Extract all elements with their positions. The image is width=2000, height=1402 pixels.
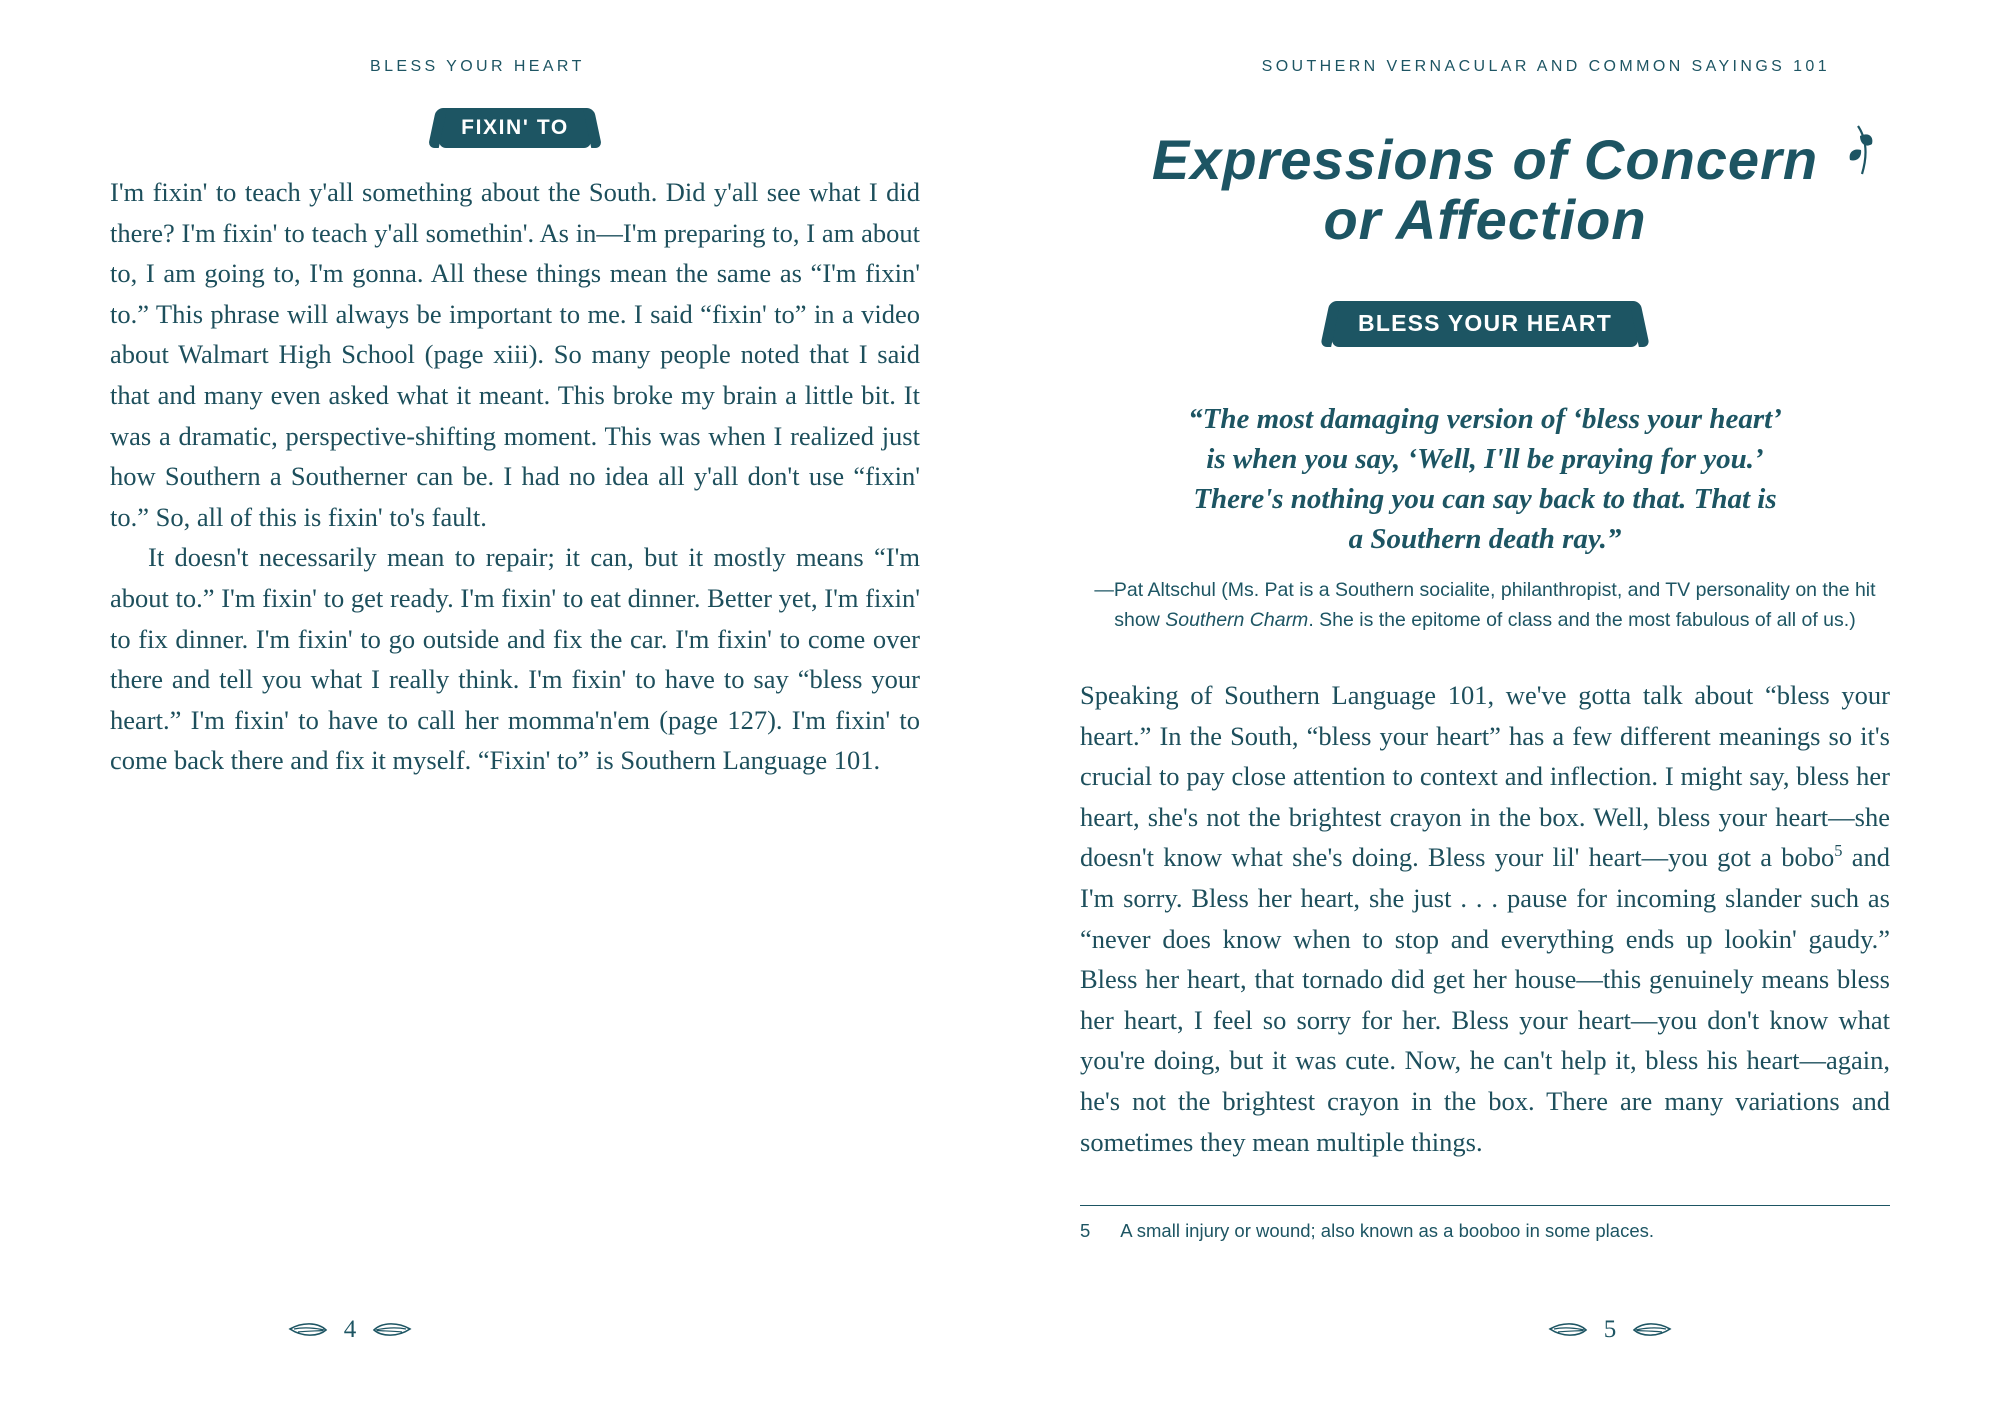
right-page <box>1000 0 2000 1402</box>
leaf-ornament-icon <box>288 1320 328 1340</box>
footnote-reference: 5 <box>1834 841 1843 861</box>
chapter-title-line-1: Expressions of Concern <box>1151 128 1819 191</box>
chapter-title-line-2: or Affection <box>1323 188 1647 251</box>
attribution-show-title: Southern Charm <box>1165 609 1309 631</box>
paragraph-part-2: and I'm sorry. Bless her heart, she just . . . pause for incoming slander such as “never does know when to stop and everything ends up lookin' gaudy.” Bless her heart, that tornado did get her house—this genuinely means bless her heart, I feel so sorry for her. Bless your heart—you don't know what you're doing, but it was cute. Now, he can't help it, bless his heart—again, he's not the brightest crayon in the box. There are many variations and sometimes they mean multiple things. <box>1080 842 1891 1157</box>
left-text-column <box>110 172 920 781</box>
pull-quote-line: a Southern death ray.” <box>1348 523 1622 555</box>
right-text-column <box>1080 675 1890 1162</box>
section-label-fixin-to: FIXIN' TO <box>439 108 591 148</box>
footnote-number: 5 <box>1080 1220 1091 1241</box>
footnote-text: A small injury or wound; also known as a booboo in some places. <box>1120 1220 1655 1241</box>
paragraph: I'm fixin' to teach y'all something about the South. Did y'all see what I did there? I'm fixin' to teach y'all somethin'. As in—I'm preparing to, I am about to, I am going to, I'm gonna. All these things mean the same as “I'm fixin' to.” This phrase will always be important to me. I said “fixin' to” in a video about Walmart High School (page xiii). So many people noted that I said that and many even asked what it meant. This broke my brain a little bit. It was a dramatic, perspective-shifting moment. This was when I realized just how Southern a Southerner can be. I had no idea all y'all don't use “fixin' to.” So, all of this is fixin' to's fault. <box>110 177 920 532</box>
leaf-ornament-icon <box>372 1320 412 1340</box>
folio-right <box>1000 1316 2000 1344</box>
leaf-ornament-icon <box>1632 1320 1672 1340</box>
chapter-title <box>1080 130 1890 250</box>
paragraph: It doesn't necessarily mean to repair; it can, but it mostly means “I'm about to.” I'm fixin' to get ready. I'm fixin' to eat dinner. Better yet, I'm fixin' to fix dinner. I'm fixin' to go outside and fix the car. I'm fixin' to come over there and tell you what I really think. I'm fixin' to have to say “bless your heart.” I'm fixin' to have to call her momma'n'em (page 127). I'm fixin' to come back there and fix it myself. “Fixin' to” is Southern Language 101. <box>110 542 920 776</box>
paragraph-part-1: Speaking of Southern Language 101, we've gotta talk about “bless your heart.” In the South, “bless your heart” has a few different meanings so it's crucial to pay close attention to context and inflection. I might say, bless her heart, she's not the brightest crayon in the box. Well, bless your heart—she doesn't know what she's doing. Bless your lil' heart—you got a bobo <box>1080 680 1890 873</box>
section-label-bless-your-heart-wrap <box>1080 290 1890 359</box>
leaf-sprig-icon <box>1838 124 1878 178</box>
section-label-bless-your-heart: BLESS YOUR HEART <box>1332 301 1638 347</box>
page-number: 5 <box>1603 1316 1617 1343</box>
pull-quote-line: “The most damaging version of ‘bless your heart’ <box>1188 403 1782 435</box>
leaf-ornament-icon <box>1548 1320 1588 1340</box>
pull-quote-line: is when you say, ‘Well, I'll be praying for you.’ <box>1206 443 1764 475</box>
pull-quote <box>1080 399 1890 559</box>
footnote-divider <box>1080 1205 1890 1206</box>
running-head-right: SOUTHERN VERNACULAR AND COMMON SAYINGS 101 <box>1261 58 1830 75</box>
attribution-text-pre: —Pat Altschul (Ms. Pat is a Southern socialite, philanthropist, and TV personality on the hit show <box>1094 579 1876 631</box>
footnote-area <box>1080 1205 1890 1242</box>
page-number: 4 <box>343 1316 357 1343</box>
pull-quote-attribution <box>1080 575 1890 635</box>
attribution-text-post: . She is the epitome of class and the most fabulous of all of us.) <box>1308 609 1856 631</box>
section-label-fixin-to-wrap <box>110 108 920 148</box>
folio-left <box>0 1316 1000 1344</box>
footnote <box>1080 1220 1890 1242</box>
paragraph <box>1080 675 1890 1162</box>
running-head-left: BLESS YOUR HEART <box>370 58 585 75</box>
pull-quote-line: There's nothing you can say back to that. That is <box>1193 483 1777 515</box>
